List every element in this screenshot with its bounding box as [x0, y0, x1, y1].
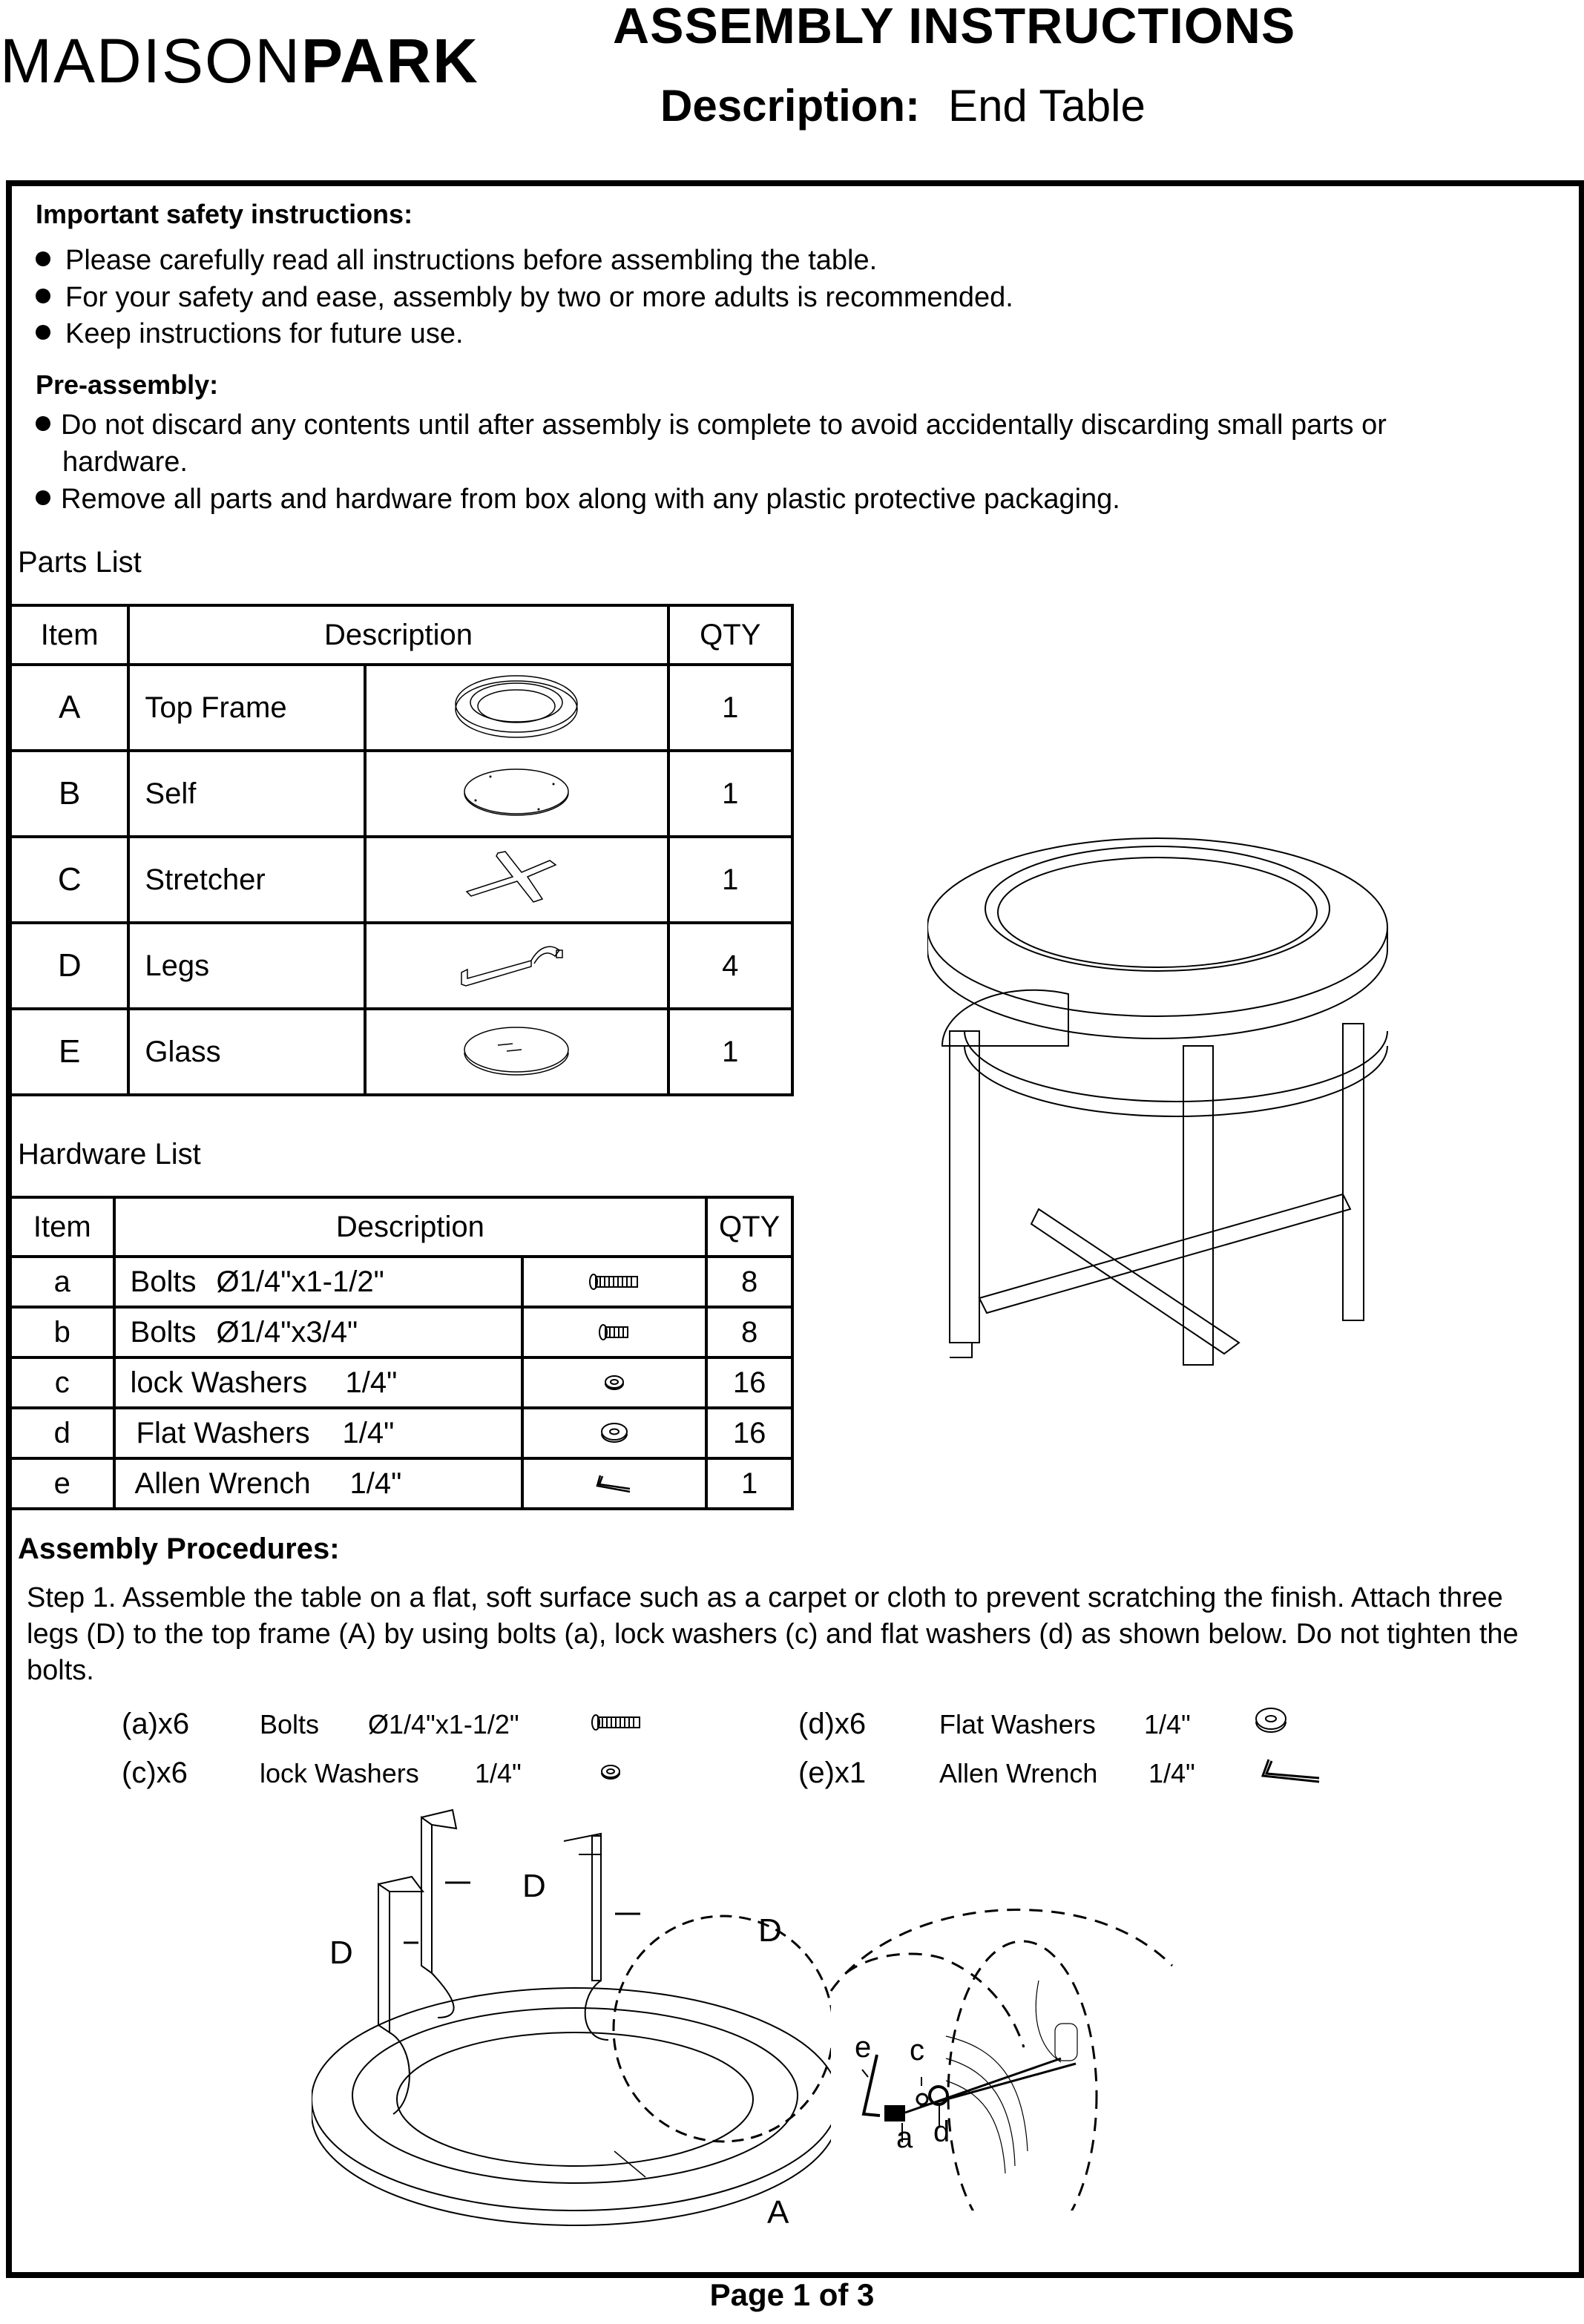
- long-bolt-icon: [591, 1714, 643, 1731]
- callout-leg-d-middle: D: [522, 1868, 546, 1904]
- safety-item: For your safety and ease, assembly by two or more adults is recommended.: [36, 283, 1013, 312]
- callout-c: c: [910, 2034, 924, 2067]
- step-hardware-c: (c)x6 lock Washers 1/4": [122, 1757, 522, 1789]
- bullet-icon: [36, 289, 50, 303]
- table-row: [10, 1408, 792, 1458]
- item-qty: 1: [668, 751, 792, 837]
- item-name: Top Frame: [128, 665, 365, 751]
- bullet-icon: [36, 251, 50, 266]
- table-row: [10, 1009, 792, 1095]
- item-code: C: [10, 837, 128, 923]
- round-shelf-icon: [365, 751, 668, 837]
- header-qty: QTY: [706, 1197, 792, 1257]
- flat-washer-icon: [1254, 1706, 1288, 1736]
- brand-light: MADISON: [0, 26, 302, 96]
- item-qty: 16: [706, 1357, 792, 1408]
- bullet-icon: [36, 416, 50, 431]
- lock-washer-icon: [522, 1357, 707, 1408]
- callout-leg-d-right: D: [758, 1912, 782, 1949]
- item-description: Flat Washers 1/4": [114, 1408, 522, 1458]
- item-qty: 8: [706, 1307, 792, 1357]
- item-description: lock Washers 1/4": [114, 1357, 522, 1408]
- table-row: [10, 1357, 792, 1408]
- leg-bracket-icon: [365, 923, 668, 1009]
- header-description: Description: [128, 605, 668, 665]
- step-hardware-e: (e)x1 Allen Wrench 1/4": [798, 1757, 1195, 1789]
- step-1-legs-frame-illustration: [312, 1780, 831, 2240]
- cross-stretcher-icon: [365, 837, 668, 923]
- safety-title: Important safety instructions:: [36, 199, 413, 229]
- header-description: Description: [114, 1197, 707, 1257]
- pre-assembly-item-continued: hardware.: [62, 447, 188, 478]
- flat-washer-icon: [522, 1408, 707, 1458]
- allen-wrench-icon: [522, 1458, 707, 1509]
- page-number: Page 1 of 3: [709, 2277, 875, 2312]
- parts-list-title: Parts List: [18, 546, 142, 579]
- pre-assembly-item: Remove all parts and hardware from box along with any plastic protective packaging.: [36, 485, 1120, 513]
- short-bolt-icon: [522, 1307, 707, 1357]
- item-code: e: [10, 1458, 114, 1509]
- hardware-list-title: Hardware List: [18, 1138, 201, 1171]
- hardware-header-row: [10, 1197, 792, 1257]
- item-qty: 1: [668, 837, 792, 923]
- table-row: [10, 837, 792, 923]
- item-code: a: [10, 1257, 114, 1307]
- bullet-icon: [36, 325, 50, 340]
- bullet-icon: [36, 490, 50, 505]
- callout-a: a: [896, 2121, 913, 2154]
- item-qty: 1: [706, 1458, 792, 1509]
- step-1-detail-illustration: [816, 1854, 1484, 2211]
- parts-header-row: [10, 605, 792, 665]
- brand-logo: [0, 26, 479, 96]
- pre-assembly-title: Pre-assembly:: [36, 369, 219, 400]
- table-row: [10, 751, 792, 837]
- header-item: Item: [10, 605, 128, 665]
- description-label: Description:: [660, 81, 921, 131]
- item-code: d: [10, 1408, 114, 1458]
- item-qty: 8: [706, 1257, 792, 1307]
- description-value: End Table: [948, 81, 1146, 131]
- brand-bold: PARK: [301, 26, 479, 96]
- item-qty: 16: [706, 1408, 792, 1458]
- table-row: [10, 1307, 792, 1357]
- table-row: [10, 1257, 792, 1307]
- table-row: [10, 1458, 792, 1509]
- table-row: [10, 665, 792, 751]
- callout-leg-d-left: D: [329, 1935, 353, 1971]
- callout-frame-a: A: [767, 2194, 789, 2231]
- callout-d: d: [933, 2116, 950, 2148]
- item-qty: 4: [668, 923, 792, 1009]
- item-description: Bolts Ø1/4"x1-1/2": [114, 1257, 522, 1307]
- item-code: A: [10, 665, 128, 751]
- safety-item: Keep instructions for future use.: [36, 320, 464, 348]
- glass-disc-icon: [365, 1009, 668, 1095]
- product-description: [660, 80, 1146, 131]
- header-item: Item: [10, 1197, 114, 1257]
- assembled-table-illustration: [927, 823, 1432, 1402]
- lock-washer-icon: [599, 1764, 622, 1780]
- item-code: D: [10, 923, 128, 1009]
- step-hardware-d: (d)x6 Flat Washers 1/4": [798, 1708, 1191, 1740]
- pre-assembly-item: Do not discard any contents until after assembly is complete to avoid accidentally discarding small parts or: [36, 411, 1387, 439]
- item-qty: 1: [668, 665, 792, 751]
- step-1-text: Step 1. Assemble the table on a flat, soft surface such as a carpet or cloth to prevent scratching the finish. Attach three legs (D) to the top frame (A) by using bolts (a), lock washers (c) and flat washers (d) as shown below. Do not tighten the bolts.: [27, 1582, 1519, 1686]
- long-bolt-icon: [522, 1257, 707, 1307]
- item-qty: 1: [668, 1009, 792, 1095]
- hardware-table: [9, 1196, 794, 1510]
- page-title: ASSEMBLY INSTRUCTIONS: [613, 0, 1296, 54]
- item-name: Stretcher: [128, 837, 365, 923]
- item-description: Allen Wrench 1/4": [114, 1458, 522, 1509]
- item-description: Bolts Ø1/4"x3/4": [114, 1307, 522, 1357]
- step-hardware-a: (a)x6 Bolts Ø1/4"x1-1/2": [122, 1708, 519, 1740]
- item-code: c: [10, 1357, 114, 1408]
- header-qty: QTY: [668, 605, 792, 665]
- ring-frame-icon: [365, 665, 668, 751]
- item-name: Self: [128, 751, 365, 837]
- allen-wrench-icon: [1257, 1757, 1324, 1786]
- item-code: B: [10, 751, 128, 837]
- item-name: Legs: [128, 923, 365, 1009]
- item-code: b: [10, 1307, 114, 1357]
- table-row: [10, 923, 792, 1009]
- callout-e: e: [855, 2031, 872, 2064]
- item-code: E: [10, 1009, 128, 1095]
- item-name: Glass: [128, 1009, 365, 1095]
- assembly-title: Assembly Procedures:: [18, 1533, 340, 1565]
- parts-table: [9, 604, 794, 1096]
- safety-item: Please carefully read all instructions before assembling the table.: [36, 246, 877, 274]
